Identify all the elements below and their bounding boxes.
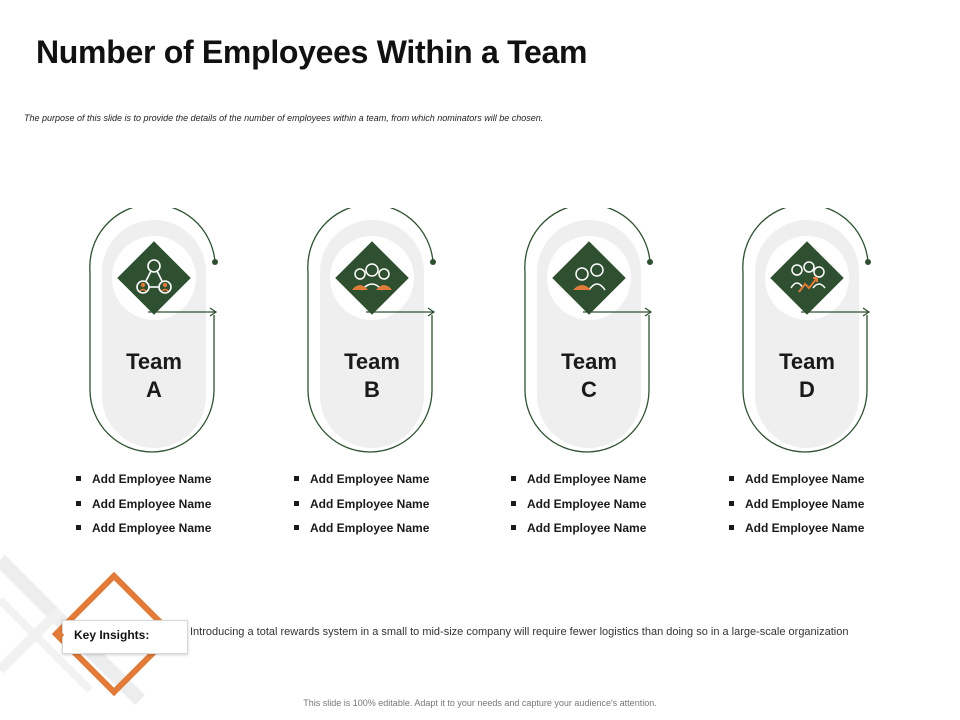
team-c-employee-list	[509, 470, 646, 544]
insight-text: Introducing a total rewards system in a small to mid-size company will require fewer logistics than doing so in a large-scale organization	[190, 626, 849, 638]
list-item: Add Employee Name	[74, 470, 211, 495]
page-subtitle: The purpose of this slide is to provide the details of the number of employees within a team, from which nominators will be chosen.	[24, 113, 544, 123]
team-card-b	[306, 208, 456, 454]
list-item: Add Employee Name	[727, 470, 864, 495]
team-d-employee-list	[727, 470, 864, 544]
team-name: Team A	[126, 349, 182, 402]
team-name: Team D	[779, 349, 835, 402]
list-item: Add Employee Name	[727, 519, 864, 544]
list-item: Add Employee Name	[74, 495, 211, 520]
team-card-a	[88, 208, 238, 454]
footer-note: This slide is 100% editable. Adapt it to your needs and capture your audience's attention.	[303, 698, 657, 708]
arrow-icon	[583, 306, 655, 318]
list-item: Add Employee Name	[727, 495, 864, 520]
team-b-employee-list	[292, 470, 429, 544]
team-a-employee-list	[74, 470, 211, 544]
team-name: Team C	[561, 349, 617, 402]
list-item: Add Employee Name	[509, 495, 646, 520]
team-card-d	[741, 208, 891, 454]
list-item: Add Employee Name	[74, 519, 211, 544]
team-card-c	[523, 208, 673, 454]
list-item: Add Employee Name	[292, 519, 429, 544]
list-item: Add Employee Name	[509, 519, 646, 544]
list-item: Add Employee Name	[509, 470, 646, 495]
page-title: Number of Employees Within a Team	[36, 34, 588, 70]
list-item: Add Employee Name	[292, 495, 429, 520]
arrow-icon	[148, 306, 220, 318]
arrow-icon	[366, 306, 438, 318]
arrow-icon	[801, 306, 873, 318]
list-item: Add Employee Name	[292, 470, 429, 495]
insight-label: Key Insights:	[74, 628, 150, 642]
team-name: Team B	[344, 349, 400, 402]
